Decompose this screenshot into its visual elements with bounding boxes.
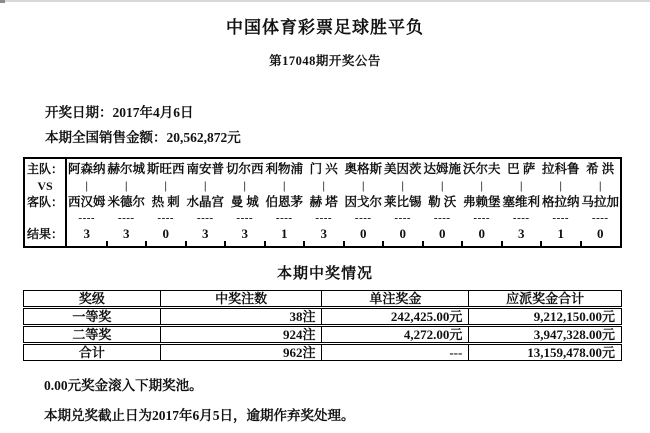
home-team: 斯旺西 <box>146 162 185 176</box>
match-column-9 <box>383 159 423 246</box>
single-prize: 242,425.00元 <box>322 309 469 324</box>
match-column-1 <box>67 159 107 246</box>
prize-row-second <box>23 326 622 343</box>
match-result: 3 <box>123 226 130 241</box>
draw-date-value: 2017年4月6日 <box>112 105 194 120</box>
match-result: 0 <box>478 226 485 241</box>
match-column-6 <box>265 159 305 246</box>
away-team: 马拉加 <box>581 195 619 209</box>
separator-dashes: ---- <box>236 212 254 224</box>
separator-dashes: ---- <box>552 212 570 224</box>
col-header-total-prize: 应派奖金合计 <box>506 291 585 306</box>
home-team: 美因茨 <box>383 162 422 176</box>
match-result: 3 <box>241 226 248 241</box>
vs-bar: | <box>520 180 523 192</box>
vs-bar: | <box>559 180 562 192</box>
match-result: 3 <box>83 226 90 241</box>
winning-bets: 962注 <box>161 345 323 360</box>
match-column-4 <box>186 159 226 246</box>
prize-section-heading: 本期中奖情况 <box>276 266 373 282</box>
match-column-7 <box>304 159 344 246</box>
match-column-10 <box>423 159 463 246</box>
sales-value: 20,562,872元 <box>166 130 241 145</box>
separator-dashes: ---- <box>275 212 293 224</box>
home-team: 希 洪 <box>586 162 615 176</box>
rollover-note: 0.00元奖金滚入下期奖池。 <box>44 378 203 393</box>
separator-dashes: ---- <box>591 212 609 224</box>
away-team: 格拉纳 <box>541 195 580 209</box>
separator-dashes: ---- <box>78 212 96 224</box>
vs-bar: | <box>164 180 167 192</box>
prize-row-first <box>23 308 622 325</box>
total-prize: 9,212,150.00元 <box>533 309 615 324</box>
away-team: 水晶宫 <box>186 195 224 209</box>
match-column-14 <box>581 159 621 246</box>
corner-scan-artifact <box>0 0 5 3</box>
home-team: 南安普 <box>186 162 224 176</box>
home-team: 利物浦 <box>265 162 303 176</box>
match-results-table <box>23 157 622 248</box>
match-result: 0 <box>399 226 406 241</box>
match-result: 1 <box>281 226 288 241</box>
page-title: 中国体育彩票足球胜平负 <box>226 18 424 37</box>
home-team: 赫尔城 <box>107 162 145 176</box>
away-team: 勒 沃 <box>428 195 457 209</box>
vs-bar: | <box>401 180 404 192</box>
home-team: 门 兴 <box>309 162 338 176</box>
match-column-12 <box>502 159 542 246</box>
prize-level: 二等奖 <box>24 327 161 342</box>
away-team: 弗赖堡 <box>462 195 501 209</box>
away-label: 客队： <box>26 195 63 209</box>
vs-bar: | <box>204 180 207 192</box>
match-result: 1 <box>557 226 564 241</box>
home-team: 巴 萨 <box>507 162 536 176</box>
winning-bets: 38注 <box>161 309 323 324</box>
col-header-winning-bets: 中奖注数 <box>161 291 323 306</box>
vs-bar: | <box>243 180 246 192</box>
match-result: 0 <box>597 226 604 241</box>
sales-label: 本期全国销售金额： <box>45 130 167 145</box>
redeem-deadline-note: 本期兑奖截止日为2017年6月5日，逾期作弃奖处理。 <box>44 408 355 423</box>
match-result: 3 <box>320 226 327 241</box>
result-label: 结果： <box>26 227 63 241</box>
match-table-labels <box>25 159 67 246</box>
match-column-13 <box>541 159 581 246</box>
vs-bar: | <box>85 180 88 192</box>
match-result: 0 <box>162 226 169 241</box>
total-prize: 13,159,478.00元 <box>527 345 615 360</box>
vs-bar: | <box>362 180 365 192</box>
match-result: 3 <box>202 226 209 241</box>
home-team: 阿森纳 <box>67 162 106 176</box>
away-team: 赫 塔 <box>309 195 338 209</box>
match-result: 0 <box>360 226 367 241</box>
col-header-prize-level: 奖级 <box>24 291 161 306</box>
home-team: 奥格斯 <box>344 162 382 176</box>
single-prize: --- <box>322 345 469 360</box>
away-team: 莱比锡 <box>383 195 422 209</box>
match-column-5 <box>225 159 265 246</box>
home-team: 拉科鲁 <box>541 162 580 176</box>
sales-amount-line <box>45 126 241 146</box>
away-team: 塞维利 <box>502 195 540 209</box>
top-edge-artifact <box>0 0 650 2</box>
away-team: 曼 城 <box>230 195 259 209</box>
away-team: 米德尔 <box>107 195 145 209</box>
prize-table-header-row <box>23 290 622 307</box>
prize-level: 合计 <box>24 345 161 360</box>
col-header-single-prize: 单注奖金 <box>322 291 469 306</box>
separator-dashes: ---- <box>354 212 372 224</box>
draw-date-line <box>45 101 194 121</box>
separator-dashes: ---- <box>315 212 333 224</box>
prize-table <box>23 290 622 362</box>
vs-bar: | <box>480 180 483 192</box>
separator-dashes: ---- <box>196 212 214 224</box>
away-team: 伯恩茅 <box>265 195 303 209</box>
separator-dashes: ---- <box>512 212 530 224</box>
prize-level: 一等奖 <box>24 309 161 324</box>
prize-row-total <box>23 344 622 361</box>
issue-subtitle: 第17048期开奖公告 <box>269 54 381 68</box>
vs-bar: | <box>283 180 286 192</box>
separator-dashes: ---- <box>117 212 135 224</box>
vs-bar: | <box>441 180 444 192</box>
vs-bar: | <box>125 180 128 192</box>
vs-label: VS <box>37 179 53 193</box>
match-result: 0 <box>439 226 446 241</box>
total-prize: 3,947,328.00元 <box>533 327 615 342</box>
draw-date-label: 开奖日期： <box>45 105 113 120</box>
vs-bar: | <box>322 180 325 192</box>
match-column-8 <box>344 159 384 246</box>
separator-dashes: ---- <box>394 212 412 224</box>
home-team: 切尔西 <box>225 162 264 176</box>
vs-bar: | <box>599 180 602 192</box>
separator-dashes: ---- <box>433 212 451 224</box>
away-team: 热 刺 <box>151 195 180 209</box>
home-label: 主队： <box>26 162 63 176</box>
match-column-11 <box>462 159 502 246</box>
single-prize: 4,272.00元 <box>322 327 469 342</box>
away-team: 因戈尔 <box>344 195 382 209</box>
match-column-2 <box>107 159 147 246</box>
home-team: 沃尔夫 <box>462 162 501 176</box>
match-column-3 <box>146 159 186 246</box>
separator-dashes: ---- <box>157 212 175 224</box>
separator-dashes: ---- <box>473 212 491 224</box>
winning-bets: 924注 <box>161 327 323 342</box>
match-result: 3 <box>518 226 525 241</box>
home-team: 达姆施 <box>423 162 461 176</box>
away-team: 西汉姆 <box>67 195 106 209</box>
